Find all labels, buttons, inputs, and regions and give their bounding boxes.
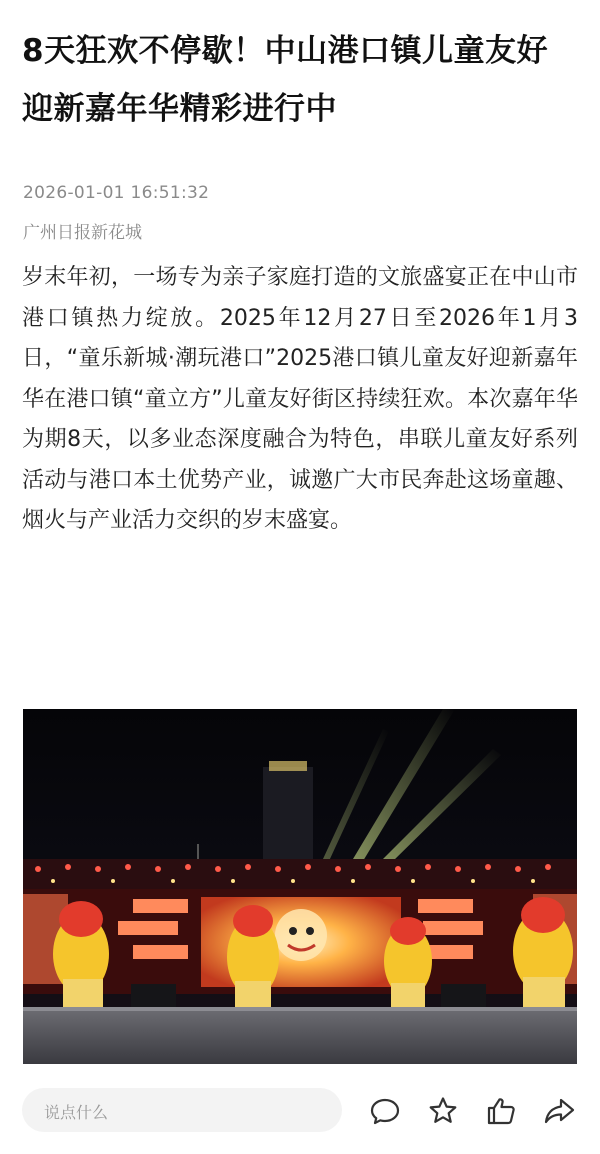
article-body: 岁末年初，一场专为亲子家庭打造的文旅盛宴正在中山市港口镇热力绽放。2025年12月27日至2026年1月3日，“童乐新城·潮玩港口”2025港口镇儿童友好迎新嘉年华在港口镇“童立方”儿童友好街区持续狂欢。本次嘉年华为期8天，以多业态深度融合为特色，串联儿童友好系列活动与港口本土优势产业，诚邀广大市民奔赴这场童趣、烟火与产业活力交织的岁末盛宴。 <box>22 265 578 533</box>
stage-performance-photo[interactable] <box>23 709 577 1064</box>
comment-icon[interactable] <box>368 1094 402 1128</box>
article-title: 8天狂欢不停歇！中山港口镇儿童友好迎新嘉年华精彩进行中 <box>22 33 549 127</box>
bottom-action-bar <box>0 1082 600 1142</box>
comment-input[interactable] <box>22 1088 342 1132</box>
publish-timestamp: 2026-01-01 16:51:32 <box>23 183 210 203</box>
thumbs-up-icon[interactable] <box>484 1094 518 1128</box>
article-source[interactable]: 广州日报新花城 <box>23 223 142 243</box>
star-icon[interactable] <box>426 1094 460 1128</box>
share-icon[interactable] <box>542 1094 576 1128</box>
stage-photo-illustration <box>23 709 577 1064</box>
comment-placeholder: 说点什么 <box>44 1103 109 1122</box>
